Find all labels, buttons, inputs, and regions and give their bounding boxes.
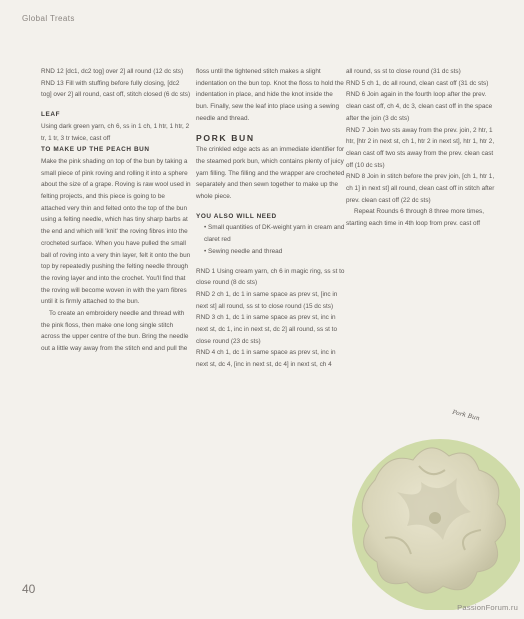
pork-bun-heading: PORK BUN	[196, 132, 255, 143]
round-7: RND 7 Join two sts away from the prev. join, 2 htr, 1 htr, [htr 2 in next st, ch 1, htr 2 in next st], htr 1, htr 2, clean cast off two sts away from the prev. clean cast off (10 dc sts)	[346, 126, 495, 169]
column-right	[346, 66, 496, 230]
pork-bun-photo	[345, 430, 520, 610]
peach-bun-heading: TO MAKE UP THE PEACH BUN	[41, 146, 150, 154]
round-13: RND 13 Fill with stuffing before fully closing, [dc2 tog] over 2] all round, cast off, stitch closed (6 dc sts)	[41, 79, 191, 99]
peach-bun-instructions: Make the pink shading on top of the bun by taking a small piece of pink roving and rolling it into a sphere about the size of a grape. Roving is raw wool used in felting projects, and this piece is going to be attached very thin and felted onto the top of the bun using a felting needle, which has tiny sharp barbs at the end and which will 'knit' the roving fibres into the crocheted surface. When you have pulled the small ball of roving into a very thin layer, felt it onto the bun top by repeatedly pushing the felting needle through the roving layer and into the crochet. You'll find that the roving will become woven in with the yarn fibres until it is firmly attached to the bun.	[41, 157, 191, 306]
watermark: PassionForum.ru	[457, 603, 518, 612]
leaf-instructions: Using dark green yarn, ch 6, ss in 1 ch, 1 htr, 1 htr, 2 tr, 1 tr, 3 tr twice, cast off	[41, 122, 190, 142]
round-4-continued: all round, ss st to close round (31 dc sts)	[346, 68, 461, 75]
repeat-instructions: Repeat Rounds 6 through 8 three more times, starting each time in 4th loop from prev. cast off	[346, 208, 485, 228]
round-12: RND 12 [dc1, dc2 tog] over 2] all round (12 dc sts)	[41, 68, 184, 75]
leaf-heading: LEAF	[41, 111, 61, 119]
materials-item: • Small quantities of DK-weight yarn in cream and claret red	[204, 224, 345, 244]
photo-caption: Pork Bun	[451, 408, 481, 423]
bun-center	[429, 512, 441, 524]
round-2: RND 2 ch 1, dc 1 in same space as prev st, [inc in next st] all round, ss st to close round (15 dc sts)	[196, 290, 338, 310]
round-8: RND 8 Join in stitch before the prev join, [ch 1, htr 1, ch 1] in next st] all round, clean cast off in stitch after prev. clean cast off (22 dc sts)	[346, 173, 495, 204]
peach-bun-instructions-2: To create an embroidery needle and thread with the pink floss, then make one long single stitch across the upper centre of the bun. Bring the needle out a little way away from the stitch end and pull the	[41, 310, 189, 353]
round-6: RND 6 Join again in the fourth loop after the prev. clean cast off, ch 4, dc 3, clean cast off in the space after the join (3 dc sts)	[346, 91, 493, 122]
peach-bun-continued: floss until the tightened stitch makes a slight indentation on the bun top. Knot the floss to hold the indentation in place, and hide the knot inside the bun. Finally, sew the leaf into place using a sewing needle and thread.	[196, 68, 344, 122]
pork-bun-intro: The crinkled edge acts as an immediate identifier for the steamed pork bun, which contains plenty of juicy yarn filling. The filling and the wrapper are crocheted separately and then sewn together to make up the whole piece.	[196, 146, 345, 201]
round-4: RND 4 ch 1, dc 1 in same space as prev st, inc in next st, dc 4, [inc in next st, dc 4] in next st, ch 4	[196, 349, 336, 369]
column-left	[41, 66, 191, 355]
round-1: RND 1 Using cream yarn, ch 6 in magic ring, ss st to close round (8 dc sts)	[196, 267, 345, 287]
materials-item: • Sewing needle and thread	[204, 247, 283, 255]
round-3: RND 3 ch 1, dc 1 in same space as prev st, inc in next st, dc 1, inc in next st, dc 2] all round, ss st to close round (23 dc sts)	[196, 314, 338, 345]
column-middle	[196, 66, 346, 371]
page-number: 40	[22, 582, 36, 596]
materials-heading: YOU ALSO WILL NEED	[196, 212, 277, 220]
round-5: RND 5 ch 1, dc all round, clean cast off (31 dc sts)	[346, 79, 489, 87]
running-header: Global Treats	[22, 14, 75, 23]
